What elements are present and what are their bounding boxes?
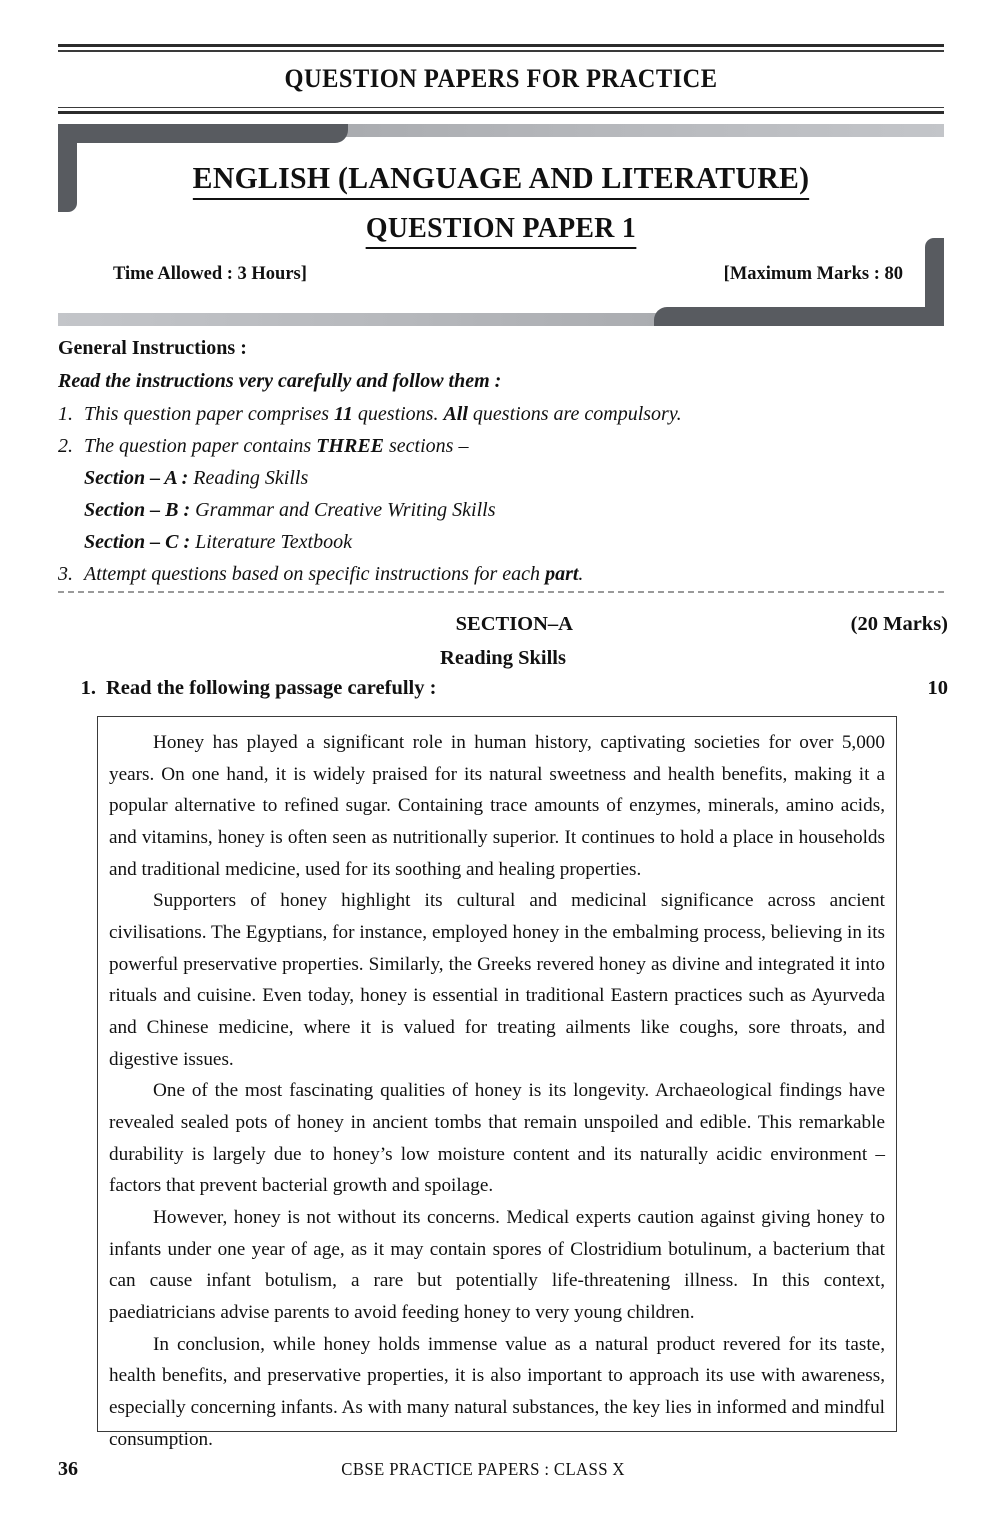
section-a-description bbox=[58, 468, 948, 488]
general-instructions bbox=[58, 338, 948, 596]
general-instructions-subheading: Read the instructions very carefully and follow them : bbox=[58, 370, 502, 392]
instruction-item-1-text bbox=[84, 404, 682, 424]
question-1-number: 1. bbox=[80, 677, 96, 699]
running-head bbox=[58, 44, 944, 114]
reading-passage-box bbox=[97, 716, 897, 1450]
instruction-item-2-part-a: The question paper contains bbox=[84, 435, 317, 457]
section-c-description bbox=[58, 532, 948, 552]
instruction-item-3-part-c: . bbox=[578, 563, 584, 585]
instruction-item-1 bbox=[58, 404, 948, 424]
passage-paragraph-1: Honey has played a significant role in human history, captivating societies for over 5,000 years. On one hand, it is widely praised for its natural sweetness and health benefits, making it a popular alternative to refined sugar. Containing trace amounts of enzymes, minerals, amino acids, and vitamins, honey is often seen as nutritionally superior. It continues to hold a place in households and traditional medicine, used for its soothing and healing properties. bbox=[109, 732, 885, 880]
instruction-item-2-number: 2. bbox=[58, 435, 73, 457]
paper-title-text: ENGLISH (LANGUAGE AND LITERATURE) bbox=[193, 160, 810, 200]
passage-paragraph-3: One of the most fascinating qualities of honey is its longevity. Archaeological findings have revealed sealed pots of honey in ancient tombs that remain unspoiled and edible. This remarkable durability is largely due to honey’s low moisture content and its naturally acidic environment – factors that prevent bacterial growth and spoilage. bbox=[109, 1080, 885, 1197]
running-head-title: QUESTION PAPERS FOR PRACTICE bbox=[284, 63, 718, 93]
question-1-row bbox=[70, 677, 948, 700]
page-footer bbox=[58, 1458, 944, 1481]
section-a-value: Reading Skills bbox=[188, 467, 309, 489]
footer-title: CBSE PRACTICE PAPERS : CLASS X bbox=[341, 1459, 625, 1479]
question-1-text: Read the following passage carefully : bbox=[106, 677, 437, 699]
instruction-item-3-text bbox=[84, 564, 583, 584]
title-frame bbox=[58, 124, 944, 326]
question-1-marks: 10 bbox=[927, 677, 948, 699]
bracket-bottom-right-vertical-arm bbox=[925, 238, 944, 326]
bracket-top-left-horizontal-arm bbox=[58, 124, 348, 143]
paper-title bbox=[76, 160, 927, 196]
section-c-label: Section – C : bbox=[84, 531, 191, 553]
instruction-item-3-number: 3. bbox=[58, 563, 73, 585]
section-a-name: SECTION–A bbox=[455, 613, 573, 635]
time-allowed-label: Time Allowed : 3 Hours] bbox=[113, 264, 307, 284]
general-instructions-heading: General Instructions : bbox=[58, 337, 247, 359]
dashed-separator bbox=[58, 591, 944, 593]
instruction-item-2-text bbox=[84, 436, 468, 456]
maximum-marks-label: [Maximum Marks : 80 bbox=[723, 264, 903, 284]
paper-subtitle-text: QUESTION PAPER 1 bbox=[366, 212, 636, 249]
decorative-bar-bottom bbox=[58, 313, 683, 326]
footer-page-number: 36 bbox=[58, 1458, 78, 1480]
instruction-item-1-part-c: questions. bbox=[352, 403, 444, 425]
section-b-label: Section – B : bbox=[84, 499, 191, 521]
passage-paragraph-2: Supporters of honey highlight its cultural and medicinal significance across ancient civilisations. The Egyptians, for instance, employed honey in the embalming process, believing in its powerful preservative properties. Similarly, the Greeks revered honey as divine and integrated it into rituals and cuisine. Even today, honey is essential in traditional Eastern practices such as Ayurveda and Chinese medicine, where it is valued for treating ailments like coughs, sore throats, and digestive issues. bbox=[109, 890, 885, 1070]
instruction-item-3 bbox=[58, 564, 948, 584]
section-a-label: Section – A : bbox=[84, 467, 189, 489]
instruction-item-3-part-a: Attempt questions based on specific instructions for each bbox=[84, 563, 546, 585]
passage-paragraph-4: However, honey is not without its concerns. Medical experts caution against giving honey to infants under one year of age, as it may contain spores of Clostridium botulinum, a bacterium that can cause infant botulism, a rare but potentially life-threatening illness. In this context, paediatricians advise parents to avoid feeding honey to very young children. bbox=[109, 1207, 885, 1324]
instruction-item-2-emphasis-three: THREE bbox=[316, 435, 385, 457]
instruction-item-1-part-e: questions are compulsory. bbox=[467, 403, 682, 425]
bracket-bottom-right-horizontal-arm bbox=[654, 307, 944, 326]
instruction-item-1-number: 1. bbox=[58, 403, 73, 425]
instruction-item-2 bbox=[58, 436, 948, 456]
bracket-top-left-vertical-arm bbox=[58, 124, 77, 212]
instruction-item-1-emphasis-all: All bbox=[443, 403, 468, 425]
paper-subtitle bbox=[76, 212, 927, 245]
passage-paragraph-5: In conclusion, while honey holds immense value as a natural product revered for its taste, health benefits, and preservative properties, it is also important to approach its use with awareness, especially concerning infants. As with many natural substances, the key lies in informed and mindful consumption. bbox=[109, 1333, 885, 1450]
running-head-rule-bottom-thick bbox=[58, 111, 944, 114]
instruction-item-1-part-a: This question paper comprises bbox=[84, 403, 334, 425]
instruction-item-1-count: 11 bbox=[334, 403, 353, 425]
section-c-value: Literature Textbook bbox=[190, 531, 352, 553]
section-b-description bbox=[58, 500, 948, 520]
section-a-heading-row bbox=[58, 613, 948, 636]
section-b-value: Grammar and Creative Writing Skills bbox=[190, 499, 496, 521]
time-and-marks-row bbox=[113, 264, 903, 285]
decorative-bar-top bbox=[330, 124, 944, 137]
instruction-item-2-part-c: sections – bbox=[384, 435, 469, 457]
section-a-subsection-title: Reading Skills bbox=[440, 647, 566, 669]
instruction-item-3-emphasis-part: part bbox=[545, 563, 579, 585]
section-a-marks: (20 Marks) bbox=[850, 613, 948, 635]
